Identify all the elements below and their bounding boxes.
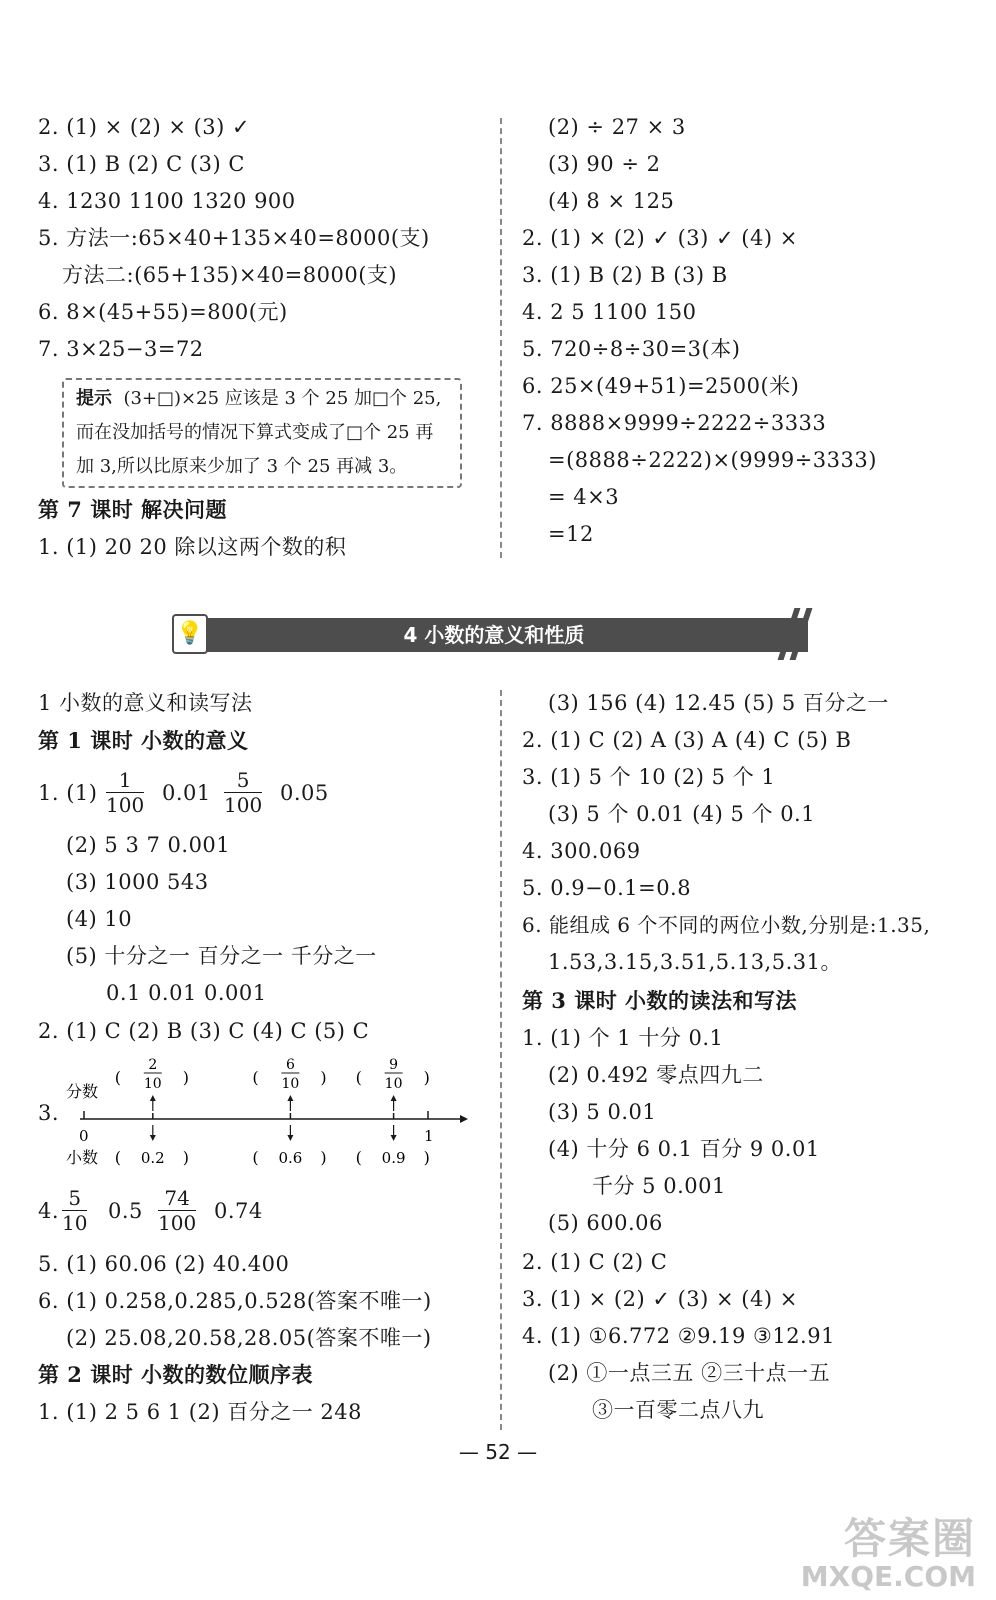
answer-value: 0.01 [162, 781, 211, 805]
paren-close: ) [423, 1148, 430, 1167]
answer-line: 2. (1) C (2) C [522, 1250, 668, 1274]
answer-line: 3. (1) × (2) ✓ (3) × (4) × [522, 1287, 798, 1311]
answer-line: (5) 600.06 [548, 1211, 663, 1235]
paren-open: ( [114, 1068, 122, 1087]
lesson-heading: 第 7 课时 解决问题 [38, 497, 228, 522]
answer-value: 0.74 [214, 1199, 263, 1223]
fraction-denominator: 100 [106, 793, 145, 817]
tip-text: 加 3,所以比原来少加了 3 个 25 再减 3。 [76, 456, 408, 477]
down-arrow-icon [287, 1135, 293, 1141]
lesson-heading: 第 2 课时 小数的数位顺序表 [38, 1362, 314, 1387]
page-number: — 52 — [458, 1440, 538, 1464]
watermark-logo-text: 答案圈 [843, 1514, 976, 1563]
answer-line: 2. (1) × (2) × (3) ✓ [38, 115, 251, 139]
answer-line: 5. 720÷8÷30=3(本) [522, 337, 741, 361]
answer-line: (5) 十分之一 百分之一 千分之一 [66, 944, 377, 968]
fraction-numerator: 9 [389, 1057, 399, 1073]
up-arrow-icon [287, 1095, 293, 1101]
answer-line: 1. (1) 20 20 除以这两个数的积 [38, 535, 347, 559]
paren-close: ) [320, 1148, 327, 1167]
paren-close: ) [320, 1068, 327, 1087]
answer-line: (4) 8 × 125 [548, 189, 675, 213]
fraction-denominator: 10 [143, 1076, 162, 1092]
fraction-denominator: 100 [224, 793, 263, 817]
section-title: 1 小数的意义和读写法 [38, 691, 253, 715]
answer-line: 3. (1) B (2) B (3) B [522, 263, 728, 287]
answer-line: 千分 5 0.001 [592, 1174, 726, 1198]
paren-close: ) [182, 1148, 190, 1167]
answer-line: = 4×3 [548, 485, 620, 509]
answer-line: 3. (1) B (2) C (3) C [38, 152, 245, 176]
up-arrow-icon [391, 1095, 397, 1101]
answer-line: 2. (1) × (2) ✓ (3) ✓ (4) × [522, 226, 798, 250]
answer-line: (2) 0.492 零点四九二 [548, 1063, 764, 1087]
answer-line: (2) ÷ 27 × 3 [548, 115, 686, 139]
fraction [224, 768, 262, 817]
answer-line: 4. 300.069 [522, 839, 641, 863]
answer-line: =(8888÷2222)×(9999÷3333) [548, 448, 877, 472]
paren-open: ( [252, 1148, 259, 1167]
question-number: 4. [38, 1199, 60, 1223]
fraction [106, 768, 144, 817]
decimal-row-label: 小数 [66, 1148, 99, 1167]
answer-line: (2) 25.08,20.58,28.05(答案不唯一) [66, 1326, 432, 1350]
fraction-denominator: 10 [62, 1211, 88, 1235]
tip-text: 而在没加括号的情况下算式变成了□个 25 再 [76, 422, 434, 443]
up-arrow-icon [150, 1095, 156, 1101]
answer-line: (3) 5 0.01 [548, 1100, 657, 1124]
one-label: 1 [424, 1127, 434, 1145]
answer-line: 方法二:(65+135)×40=8000(支) [62, 263, 398, 287]
answer-line: 2. (1) C (2) A (3) A (4) C (5) B [522, 728, 852, 752]
bulb-icon: 💡 [172, 614, 208, 654]
answer-line: 1. (1) 2 5 6 1 (2) 百分之一 248 [38, 1400, 362, 1424]
answer-line: 1. (1) [38, 781, 98, 805]
decimal-value: 0.9 [381, 1149, 406, 1167]
answer-line: 4. 1230 1100 1320 900 [38, 189, 296, 213]
paren-open: ( [114, 1148, 122, 1167]
paren-close: ) [182, 1068, 190, 1087]
answer-line: 7. 8888×9999÷2222÷3333 [522, 411, 827, 435]
paren-open: ( [355, 1148, 362, 1167]
chapter-banner [180, 618, 808, 652]
answer-line: (2) 5 3 7 0.001 [66, 833, 231, 857]
lesson-heading: 第 3 课时 小数的读法和写法 [522, 988, 798, 1013]
fraction-numerator: 6 [285, 1057, 295, 1073]
fraction-numerator: 5 [224, 768, 262, 793]
fraction-denominator: 10 [281, 1076, 300, 1092]
answer-line: 6. 25×(49+51)=2500(米) [522, 374, 800, 398]
answer-line: (3) 90 ÷ 2 [548, 152, 661, 176]
answer-line: ③一百零二点八九 [592, 1398, 764, 1422]
tip-text: (3+□)×25 应该是 3 个 25 加□个 25, [123, 388, 442, 409]
answer-line: 4. 2 5 1100 150 [522, 300, 697, 324]
answer-line: (4) 十分 6 0.1 百分 9 0.01 [548, 1137, 820, 1161]
answer-line: 0.1 0.01 0.001 [106, 981, 267, 1005]
fraction-numerator: 2 [148, 1057, 158, 1073]
fraction [62, 1186, 87, 1235]
decimal-value: 0.6 [278, 1149, 303, 1167]
question-number: 3. [38, 1101, 60, 1125]
answer-line: 2. (1) C (2) B (3) C (4) C (5) C [38, 1019, 370, 1043]
answer-line: 5. 方法一:65×40+135×40=8000(支) [38, 226, 430, 250]
tip-label: 提示 [76, 388, 112, 409]
fraction-numerator: 1 [106, 768, 144, 793]
answer-line: 6. 8×(45+55)=800(元) [38, 300, 288, 324]
paren-open: ( [355, 1068, 362, 1087]
answer-line: 1.53,3.15,3.51,5.13,5.31。 [548, 950, 842, 974]
fraction-numerator: 5 [62, 1186, 87, 1211]
lesson-heading: 第 1 课时 小数的意义 [38, 728, 249, 753]
answer-value: 0.05 [280, 781, 329, 805]
answer-line: 6. 能组成 6 个不同的两位小数,分别是:1.35, [522, 913, 931, 937]
answer-line: (3) 1000 543 [66, 870, 209, 894]
fraction-denominator: 100 [158, 1211, 197, 1235]
answer-line: (2) ①一点三五 ②三十点一五 [548, 1361, 831, 1385]
answer-line: 6. (1) 0.258,0.285,0.528(答案不唯一) [38, 1289, 432, 1313]
answer-line: 4. (1) ①6.772 ②9.19 ③12.91 [522, 1324, 835, 1348]
down-arrow-icon [391, 1135, 397, 1141]
tip-box [62, 378, 462, 488]
paren-open: ( [252, 1068, 259, 1087]
answer-value: 0.5 [108, 1199, 143, 1223]
fraction [158, 1186, 196, 1235]
answer-line: 3. (1) 5 个 10 (2) 5 个 1 [522, 765, 776, 789]
watermark-url: MXQE.COM [800, 1560, 976, 1593]
answer-line: =12 [548, 522, 594, 546]
answer-line: (3) 5 个 0.01 (4) 5 个 0.1 [548, 802, 816, 826]
fraction-denominator: 10 [384, 1076, 403, 1092]
decimal-value: 0.2 [140, 1149, 165, 1167]
paren-close: ) [423, 1068, 430, 1087]
answer-line: 5. 0.9−0.1=0.8 [522, 876, 692, 900]
number-line [60, 1055, 470, 1175]
answer-line: 7. 3×25−3=72 [38, 337, 204, 361]
column-divider [500, 118, 502, 558]
zero-label: 0 [79, 1127, 89, 1145]
axis-arrow [460, 1115, 468, 1123]
watermark [801, 1516, 976, 1592]
answer-line: 1. (1) 个 1 十分 0.1 [522, 1026, 724, 1050]
answer-line: 5. (1) 60.06 (2) 40.400 [38, 1252, 290, 1276]
down-arrow-icon [150, 1135, 156, 1141]
fraction-row-label: 分数 [66, 1082, 99, 1101]
column-divider [500, 690, 502, 1430]
fraction-numerator: 74 [158, 1186, 196, 1211]
answer-line: (4) 10 [66, 907, 133, 931]
chapter-title: 4 小数的意义和性质 [403, 623, 585, 647]
answer-line: (3) 156 (4) 12.45 (5) 5 百分之一 [548, 691, 889, 715]
